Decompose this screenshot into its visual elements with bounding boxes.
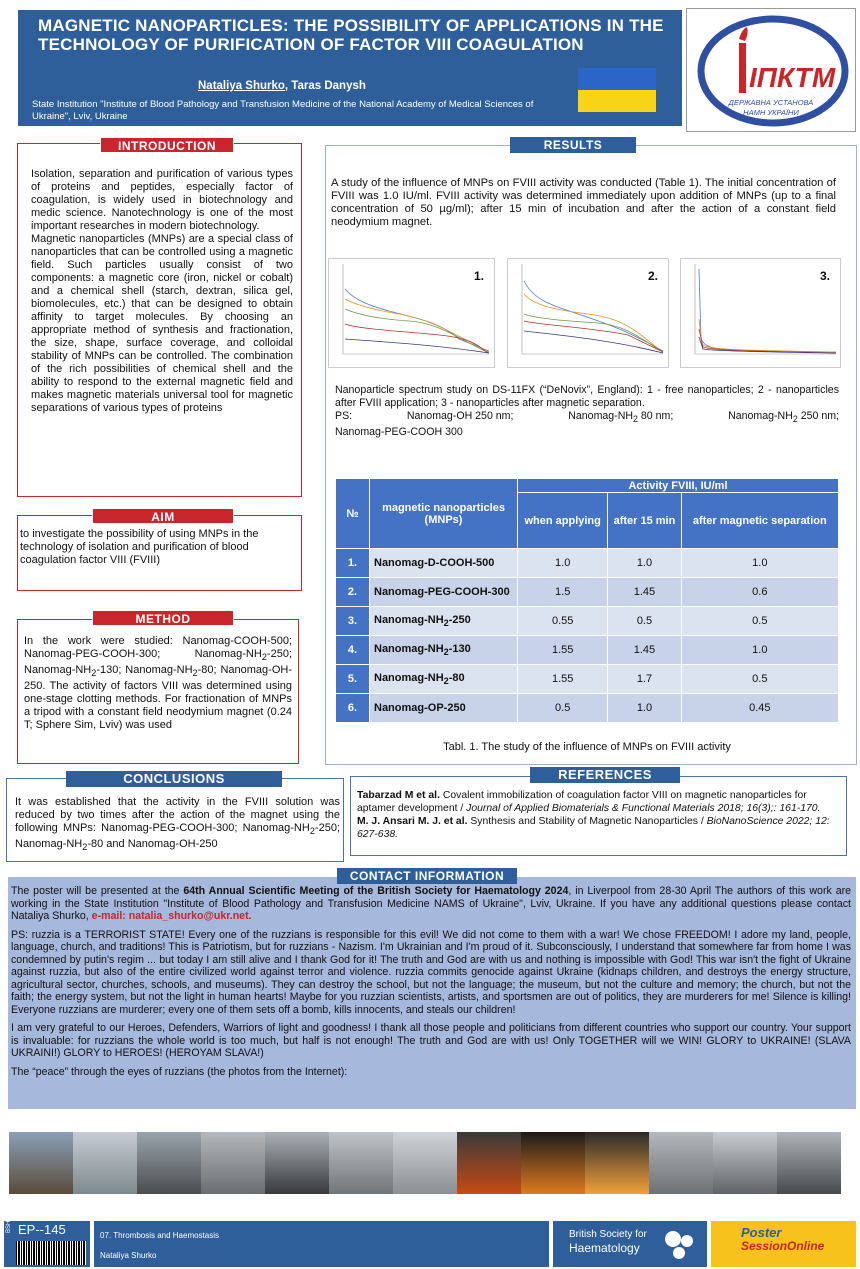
row-15: 1.45	[608, 578, 681, 607]
row-mnp: Nanomag-PEG-COOH-300	[370, 578, 518, 607]
spectrum-label-1: 1.	[473, 269, 484, 283]
photo-image	[713, 1132, 777, 1194]
spectrum-chart-3	[680, 258, 841, 368]
side-code: BSH2024	[6, 1207, 12, 1233]
conclusions-heading: CONCLUSIONS	[66, 771, 282, 787]
col-number: №	[336, 479, 370, 549]
table-row	[336, 636, 839, 665]
logo-line1: ДЕРЖАВНА УСТАНОВА	[728, 98, 814, 107]
col-group-activity: Activity FVIII, IU/ml	[518, 479, 839, 493]
ukraine-flag-icon	[578, 68, 656, 112]
spectrum-label-3: 3.	[819, 269, 830, 283]
logo-text: ІПКТМ	[749, 62, 836, 93]
activity-table	[335, 478, 839, 723]
spectra-caption-ps2: Nanomag-PEG-COOH 300	[335, 426, 463, 439]
photo-image	[585, 1132, 649, 1194]
row-number: 3.	[336, 607, 370, 636]
spectra-caption-main: Nanoparticle spectrum study on DS-11FX (“DeNovix”, England): 1 - free nanoparticles; 2 - nanoparticles after FVIII application; 3 - nanoparticles after magnetic separation.	[335, 384, 839, 409]
pso-line1: Poster	[741, 1225, 782, 1240]
poster-code-box	[4, 1207, 90, 1267]
poster-title: MAGNETIC NANOPARTICLES: THE POSSIBILITY OF APPLICATIONS IN THE TECHNOLOGY OF PURIFICATION OF FACTOR VIII COAGULATION	[38, 16, 664, 54]
method-section	[17, 619, 299, 764]
row-apply: 1.55	[518, 636, 608, 665]
row-sep: 0.5	[681, 607, 838, 636]
table-row	[336, 549, 839, 578]
table-row	[336, 578, 839, 607]
pso-line2: SessionOnline	[741, 1239, 825, 1253]
contact-section	[8, 877, 856, 1109]
introduction-paragraph-2: Magnetic nanoparticles (MNPs) are a special class of nanoparticles that can be controlled using a magnetic field. Such particles usually consist of two components: a magnetic core (iron, nickel or cobalt) and a chemical shell (starch, dextran, silica gel, biomolecules, etc.) that can be designed to obtain affinity to target molecules. By choosing an appropriate method of synthesis and fractionation, the size, shape, surface coverage, and colloidal stability of MNPs can be controlled. The combination of the rich possibilities of chemical shell and the ability to respond to the external magnetic field and makes magnetic materials universal tool for magnetic separations of various types of proteins	[31, 233, 293, 414]
authors	[198, 80, 366, 92]
references-section	[350, 776, 847, 856]
photo-image	[649, 1132, 713, 1194]
row-sep: 1.0	[681, 549, 838, 578]
row-mnp: Nanomag-$NH_2-80$	[370, 665, 518, 694]
photo-image	[521, 1132, 585, 1194]
method-heading: METHOD	[92, 610, 234, 626]
affiliation: State Institution "Institute of Blood Pathology and Transfusion Medicine of the National Academy of Medical Sciences of Ukraine", Lviv, Ukraine	[32, 99, 534, 122]
reference-2: M. J. Ansari M. J. et al. Synthesis and Stability of Magnetic Nanoparticles / BioNanoScience 2022; 12: 627-638.	[357, 816, 830, 840]
reference-1: Tabarzad M et al. Covalent immobilization of coagulation factor VIII on magnetic nanoparticles for aptamer development / Journal of Applied Biomaterials & Functional Materials 2018; 16(3);: 161-170.	[357, 790, 821, 814]
row-15: 0.5	[608, 607, 681, 636]
war-photos-strip	[9, 1132, 841, 1194]
row-number: 5.	[336, 665, 370, 694]
row-number: 6.	[336, 694, 370, 723]
logo-line2: НАМН УКРАЇНИ	[743, 108, 799, 117]
institute-logo	[686, 8, 856, 132]
photo-image	[457, 1132, 521, 1194]
row-mnp: Nanomag-OP-250	[370, 694, 518, 723]
barcode-icon	[16, 1241, 86, 1265]
results-heading: RESULTS	[510, 137, 636, 153]
photo-image	[201, 1132, 265, 1194]
results-text: A study of the influence of MNPs on FVIII activity was conducted (Table 1). The initial concentration of FVIII was 1.0 IU/ml. FVIII activity was determined immediately upon addition of MNPs (up to a final concentration of 50 µg/ml); after 15 min of incubation and after the action of a constant field neodymium magnet.	[331, 177, 836, 228]
row-sep: 0.5	[681, 665, 838, 694]
row-apply: 0.5	[518, 694, 608, 723]
row-mnp: Nanomag-D-COOH-500	[370, 549, 518, 578]
bsh-circles-icon	[661, 1227, 697, 1261]
conclusions-section	[6, 778, 344, 862]
poster-header	[18, 10, 682, 126]
row-number: 4.	[336, 636, 370, 665]
method-text: In the work were studied: Nanomag-COOH-500; Nanomag-PEG-COOH-300; Nanomag-$NH_2-250$; Nanomag-$NH_2-130$; Nanomag-$NH_2-80$; Nanomag-OH-250. The activity of factors VIII was determined using one-stage clotting methods. For fractionation of MNPs a tripod with a constant field neodymium magnet (0.24 T; Sphere Sim, Lviv) was used	[24, 635, 292, 732]
photo-image	[137, 1132, 201, 1194]
spectrum-chart-1	[328, 258, 495, 368]
row-mnp: Nanomag-$NH_2-130$	[370, 636, 518, 665]
photo-image	[73, 1132, 137, 1194]
table-row	[336, 665, 839, 694]
photo-image	[265, 1132, 329, 1194]
spectrum-chart-2	[507, 258, 669, 368]
row-15: 1.45	[608, 636, 681, 665]
poster-code: EP--145	[18, 1222, 66, 1237]
contact-paragraph-3: I am very grateful to our Heroes, Defenders, Warriors of light and goodness! I thank all those people and politicians from different countries who support our country. Your support is invaluable: for ruzzians the whole world is too much, but half is not enough! The truth and God are with us! Only TOGETHER will we WIN! GLORY to UKRAINE! (SLAVA UKRAINI!) GLORY to HEROES! (HEROYAM SLAVA!)	[11, 1022, 851, 1059]
spectrum-label-2: 2.	[647, 269, 658, 283]
col-after-sep: after magnetic separation	[681, 493, 838, 549]
row-apply: 0.55	[518, 607, 608, 636]
references-heading: REFERENCES	[530, 767, 680, 783]
introduction-paragraph-1: Isolation, separation and purification of various types of proteins and peptides, especially factor of coagulation, is widely used in biotechnology and medic science. Nanotechnology is one of the most important researches in modern biotechnology.	[31, 168, 293, 232]
bsh-line1: British Society for	[569, 1229, 647, 1240]
col-mnp: magnetic nanoparticles (MNPs)	[370, 479, 518, 549]
contact-paragraph-2: PS: ruzzia is a TERRORIST STATE! Every one of the ruzzians is responsible for this evil! We did not come to them with a war! We chose FREEDOM! I adore my land, people, language, church, and traditions! This is Patriotism, but for ruzzians - Nazism. I'm Ukrainian and I'm proud of it. Subconsciously, I understand that somewhere far from home I was condemned by putin's regim ... but today I am still alive and I thank God for it! The truth and God are with us and nothing is impossible with God! This war isn't the fight of Ukraine against ruzzia, but also of the entire civilized world against terror and violence. ruzzia commits genocide against Ukraine (kidnaps children, and destroys the energy structure, agricultural sector, churches, schools, and museums). They can destroy the school, but not the language; the museum, but not the culture and memory; the church, but not the faith; the energy system, but not the light in human hearts! Maybe for you ruzzian scientists, artists, and sportsmen are out of politics, they are murderers for me! Silence is killing! Everyone ruzzians are murderer; every one of them sets off a bomb, kills innocents, and steals our children!	[11, 928, 851, 1016]
row-sep: 1.0	[681, 636, 838, 665]
bsh-logo	[553, 1221, 707, 1267]
table-row	[336, 607, 839, 636]
row-15: 1.0	[608, 549, 681, 578]
aim-heading: AIM	[92, 508, 234, 524]
row-15: 1.7	[608, 665, 681, 694]
row-mnp: Nanomag-$NH_2-250$	[370, 607, 518, 636]
col-when-applying: when applying	[518, 493, 608, 549]
photo-image	[9, 1132, 73, 1194]
row-apply: 1.0	[518, 549, 608, 578]
contact-paragraph-4: The “peace” through the eyes of ruzzians (the photos from the Internet):	[11, 1065, 348, 1078]
row-number: 2.	[336, 578, 370, 607]
table-caption: Tabl. 1. The study of the influence of MNPs on FVIII activity	[443, 741, 731, 753]
aim-section	[17, 515, 302, 591]
photo-image	[393, 1132, 457, 1194]
footer-topic: 07. Thrombosis and Haemostasis	[100, 1231, 220, 1240]
spectra-caption-ps: PS: Nanomag-OH 250 nm; Nanomag-$NH_2$ 80 nm; Nanomag-$NH_2$ 250 nm;	[335, 410, 839, 425]
introduction-section	[17, 143, 302, 497]
row-apply: 1.5	[518, 578, 608, 607]
row-15: 1.0	[608, 694, 681, 723]
contact-text	[11, 885, 851, 1084]
row-apply: 1.55	[518, 665, 608, 694]
photo-image	[777, 1132, 841, 1194]
spectra-caption	[335, 384, 839, 439]
conclusions-text: It was established that the activity in the FVIII solution was reduced by two times after the action of the magnet using the following MNPs: Nanomag-PEG-COOH-300; Nanomag-$NH_2-250$; Nanomag-$NH_2-80$ and Nanomag-OH-250	[15, 796, 340, 853]
author-main: Nataliya Shurko	[198, 80, 285, 92]
poster-session-online-logo	[711, 1221, 856, 1267]
row-sep: 0.45	[681, 694, 838, 723]
contact-paragraph-1: The poster will be presented at the 64th Annual Scientific Meeting of the British Society for Haematology 2024, in Liverpool from 28-30 April The authors of this work are working in the State Institution "Institute of Blood Pathology and Transfusion Medicine NAMS of Ukraine", Lviv, Ukraine. If you have any additional questions please contact Nataliya Shurko, e-mail: natalia_shurko@ukr.net.	[11, 885, 851, 922]
row-number: 1.	[336, 549, 370, 578]
introduction-heading: INTRODUCTION	[100, 137, 234, 153]
introduction-text	[31, 168, 293, 415]
footer-info	[94, 1221, 549, 1267]
row-sep: 0.6	[681, 578, 838, 607]
contact-email[interactable]: e-mail: natalia_shurko@ukr.net.	[91, 910, 252, 922]
col-after-15: after 15 min	[608, 493, 681, 549]
bsh-line2: Haematology	[569, 1241, 640, 1255]
photo-image	[329, 1132, 393, 1194]
references-list	[357, 789, 839, 841]
aim-text: to investigate the possibility of using MNPs in the technology of isolation and purification of blood coagulation factor VIII (FVIII)	[20, 528, 259, 566]
footer-author: Nataliya Shurko	[100, 1251, 157, 1260]
table-row	[336, 694, 839, 723]
contact-heading: CONTACT INFORMATION	[337, 868, 517, 884]
author-co: , Taras Danysh	[284, 80, 366, 92]
